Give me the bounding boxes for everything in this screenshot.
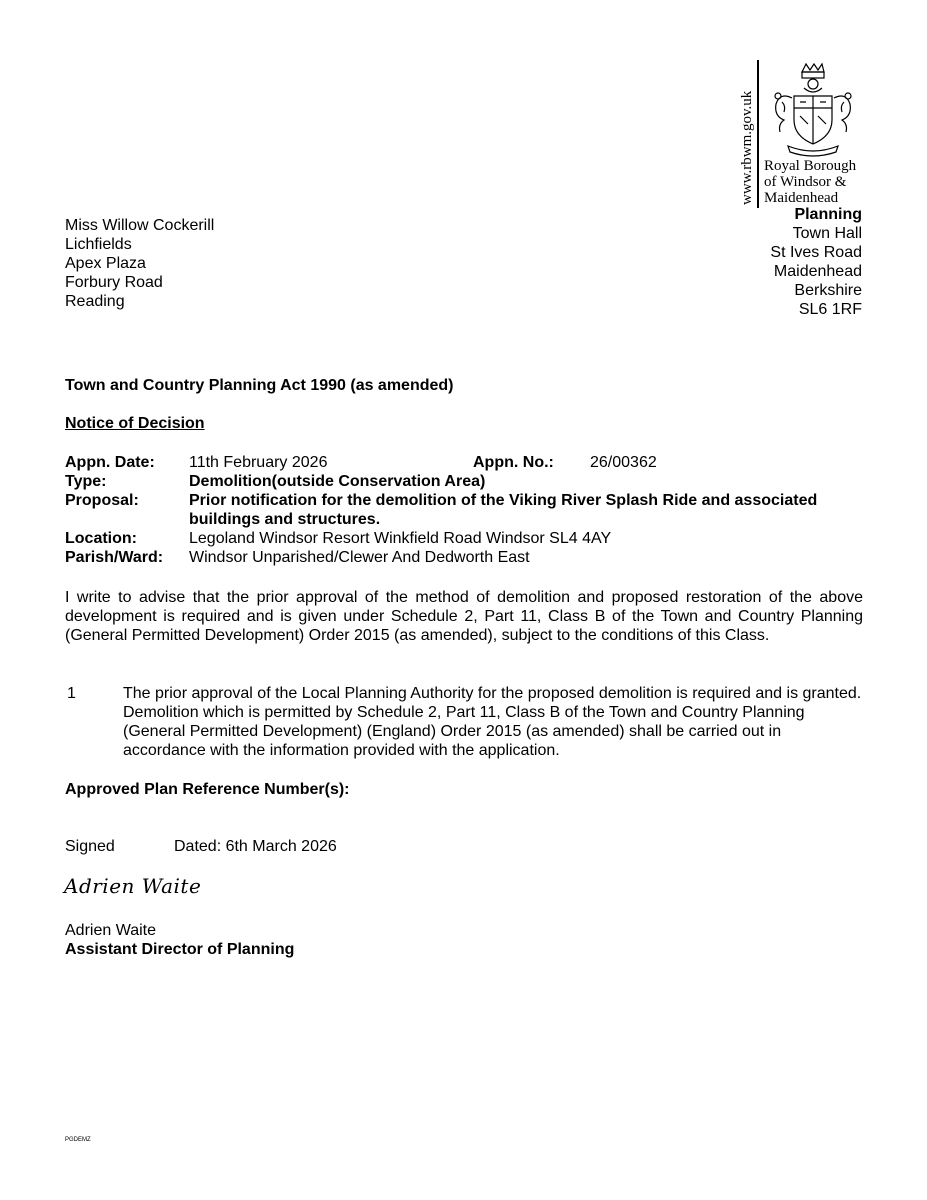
appn-date-row [65,453,863,472]
logo-divider [757,60,759,208]
sender-department: Planning [794,206,862,223]
appn-no-label: Appn. No.: [473,454,554,471]
appn-date-value: 11th February 2026 [189,454,328,471]
condition-number: 1 [67,685,76,702]
proposal-value: Prior notification for the demolition of the Viking River Splash Ride and associated buildings and structures. [189,492,818,528]
sender-address-line: Maidenhead [773,263,862,280]
appn-date-label: Appn. Date: [65,454,155,471]
location-label: Location: [65,530,137,547]
condition-text: The prior approval of the Local Planning Authority for the proposed demolition is required and is granted. Demolition which is permitted by Schedule 2, Part 11, Class B of the Town and Country Planning (General Permitted Development) (England) Order 2015 (as amended) shall be carried out in accordance with the information provided with the application. [123,685,862,759]
recipient-address-line: Miss Willow Cockerill [65,217,215,234]
type-value: Demolition(outside Conservation Area) [189,473,486,490]
intro-paragraph: I write to advise that the prior approval of the method of demolition and proposed restoration of the above development is required and is given under Schedule 2, Part 11, Class B of the Town and Country Planning (General Permitted Development) Order 2015 (as amended), subject to the conditions of this Class. [65,589,863,644]
parish-value: Windsor Unparished/Clewer And Dedworth East [189,549,530,566]
signature: Adrien Waite [64,874,202,898]
proposal-row [65,491,863,529]
dated-value: Dated: 6th March 2026 [174,838,337,855]
parish-label: Parish/Ward: [65,549,164,566]
footer-code: PGDEMZ [65,1137,91,1143]
type-row [65,472,863,491]
type-label: Type: [65,473,107,490]
appn-no-value: 26/00362 [590,454,657,471]
council-name-line: Royal Borough [764,158,857,174]
signatory-title: Assistant Director of Planning [65,941,295,958]
recipient-address-line: Reading [65,293,125,310]
sender-address-line: Town Hall [792,225,862,242]
parish-row [65,548,863,567]
signatory-name: Adrien Waite [65,922,156,939]
recipient-address-line: Forbury Road [65,274,163,291]
sender-address-line: Berkshire [794,282,862,299]
notice-title: Notice of Decision [65,415,205,432]
council-name-line: Maidenhead [764,190,839,206]
borough-crest-icon [764,62,860,158]
recipient-address [65,216,214,311]
website-url: www.rbwm.gov.uk [739,90,755,205]
recipient-address-line: Apex Plaza [65,255,146,272]
council-name-line: of Windsor & [764,174,847,190]
sender-address [770,205,862,319]
location-value: Legoland Windsor Resort Winkfield Road Windsor SL4 4AY [189,530,612,547]
approved-plans-heading: Approved Plan Reference Number(s): [65,781,350,798]
website-url-vertical [735,55,757,207]
council-name [764,158,874,206]
proposal-label: Proposal: [65,492,139,509]
signed-label: Signed [65,838,115,855]
recipient-address-line: Lichfields [65,236,132,253]
location-row [65,529,863,548]
sender-address-line: St Ives Road [770,244,862,261]
act-title: Town and Country Planning Act 1990 (as amended) [65,377,454,394]
sender-address-line: SL6 1RF [798,301,862,318]
